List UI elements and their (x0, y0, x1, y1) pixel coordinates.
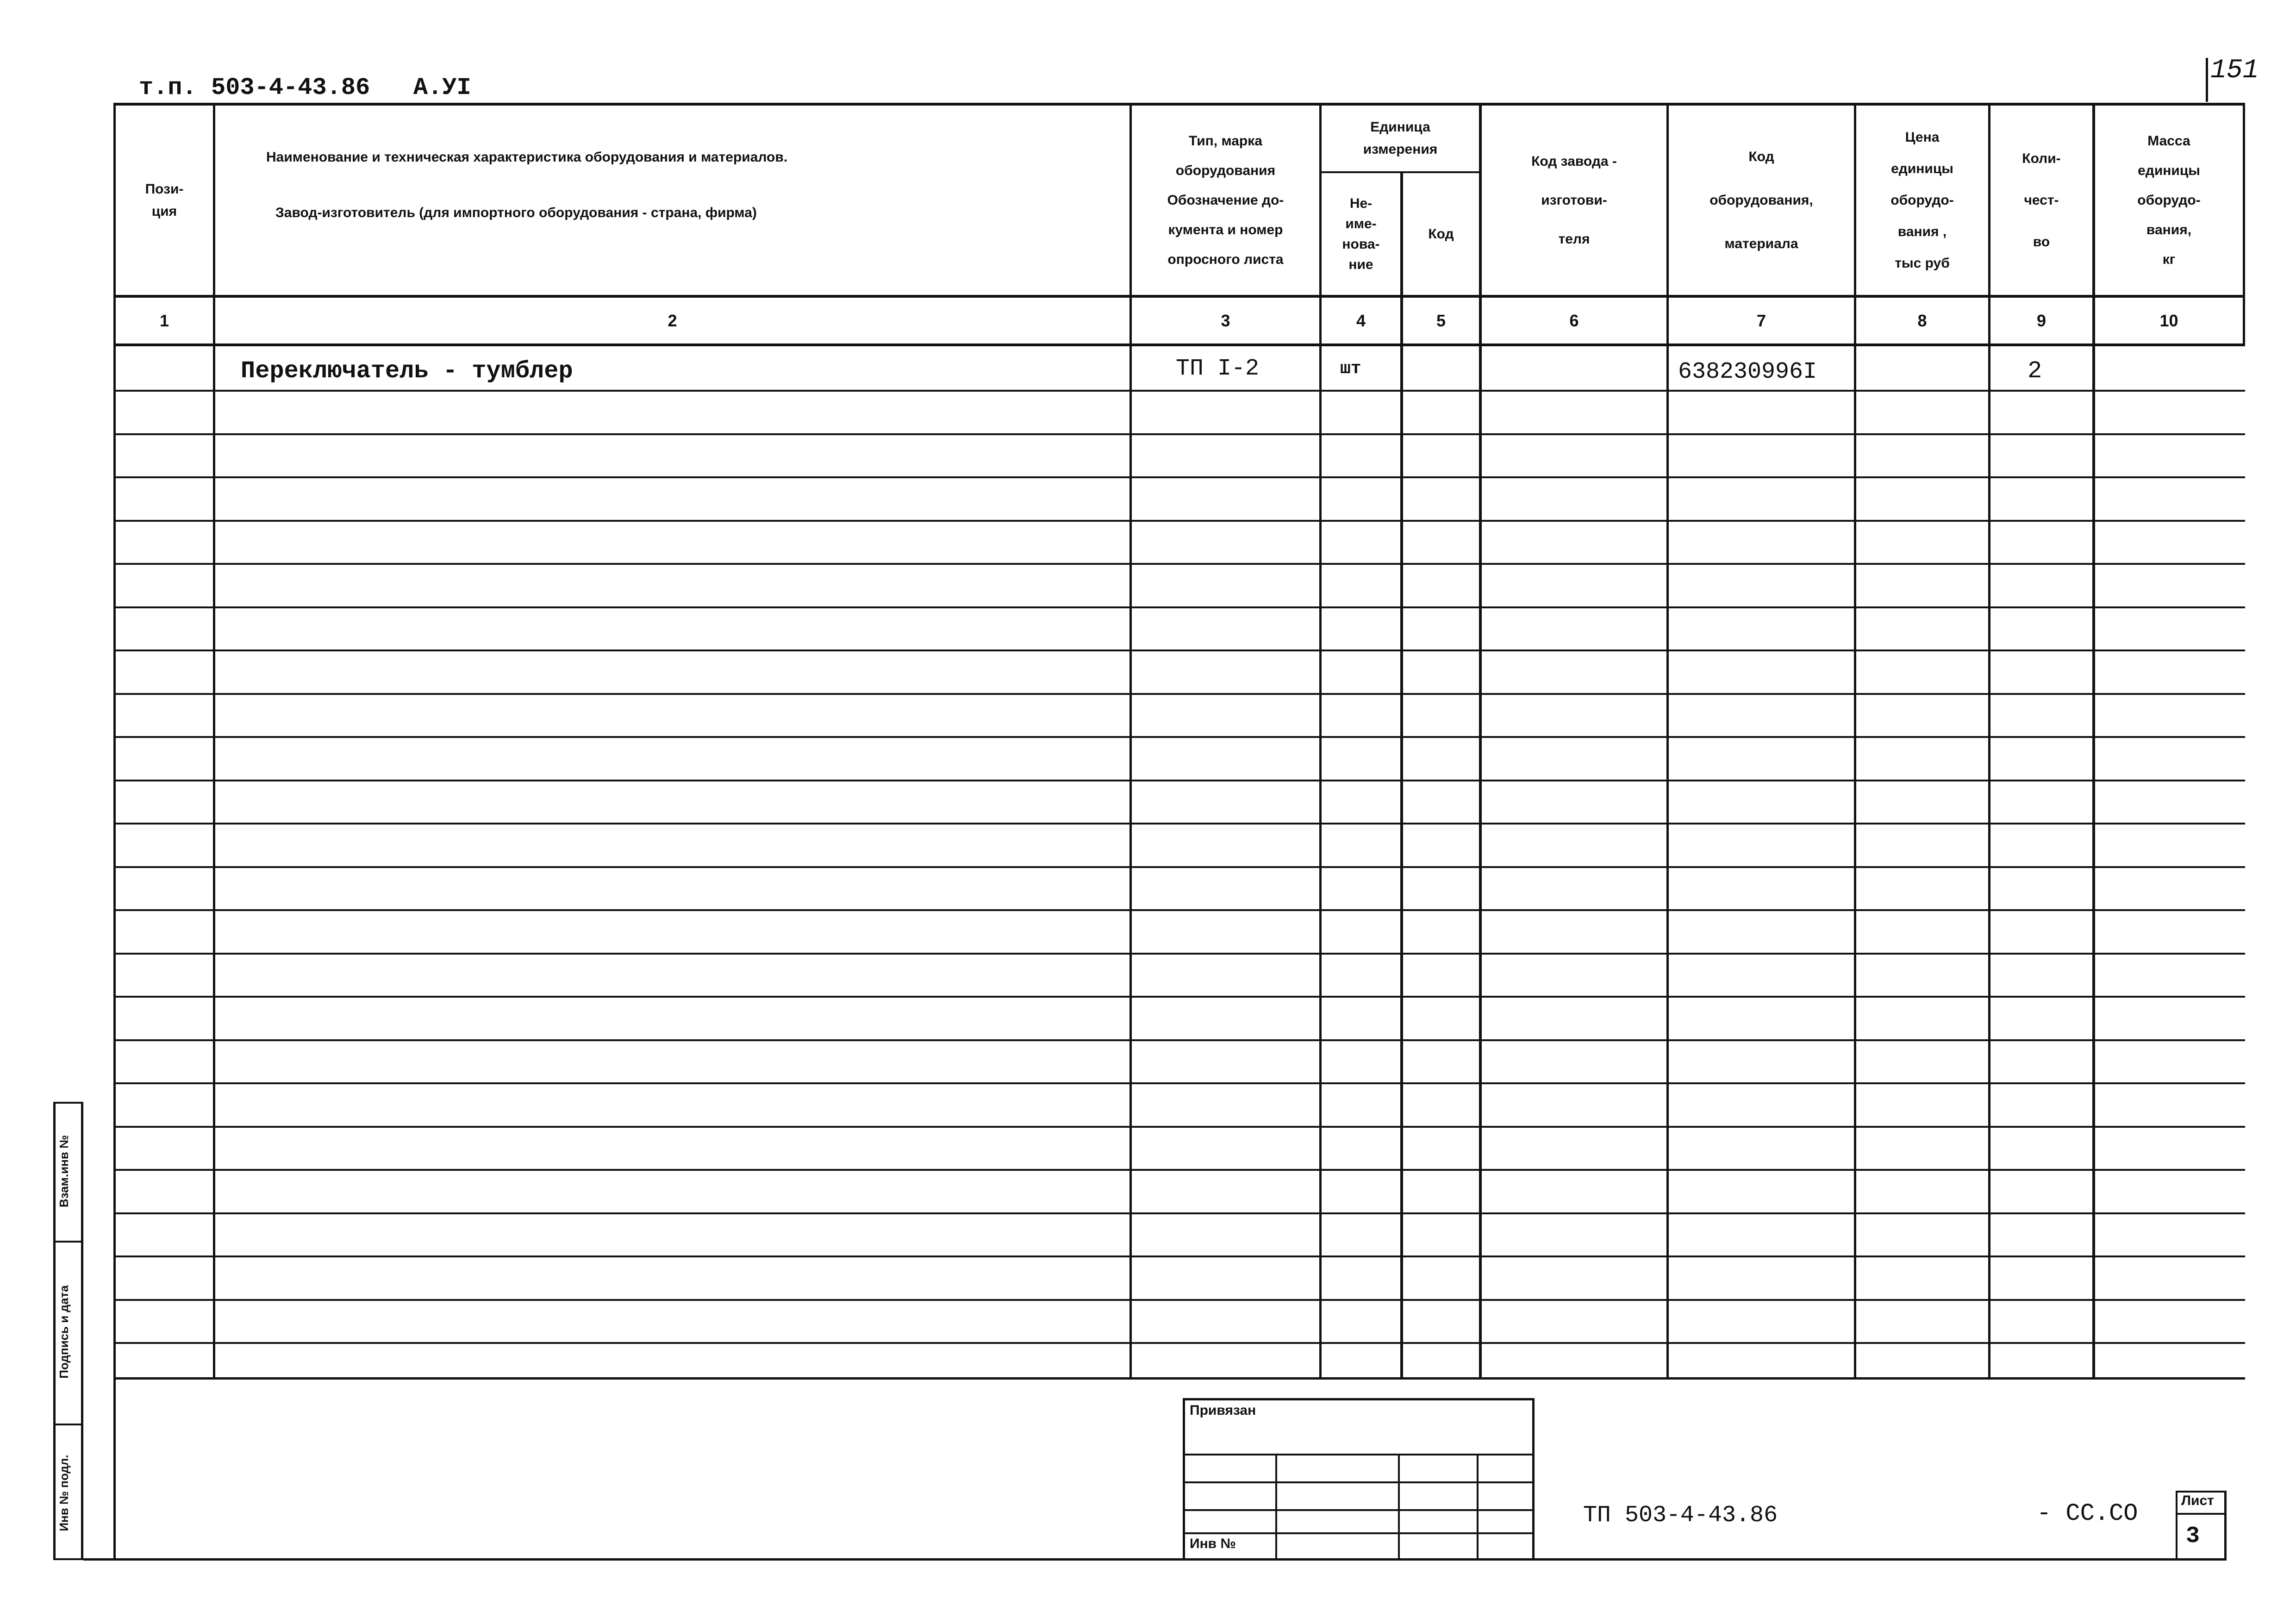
header-manufacturer: Завод-изготовитель (для импортного оборудования - страна, фирма) (275, 205, 757, 220)
document-suffix: - СС.СО (2037, 1500, 2138, 1527)
header-price: Цена единицы оборудо- вания , тыс руб (1890, 129, 1954, 271)
col-num-3: 3 (1221, 311, 1230, 330)
col-num-4: 4 (1356, 311, 1366, 330)
col-num-6: 6 (1569, 311, 1579, 330)
table-row-line (113, 780, 2245, 781)
header-unit-group: Единица измерения (1363, 119, 1438, 157)
table-row-line (113, 650, 2245, 651)
table-row-line (113, 1126, 2245, 1128)
table-row-line (113, 736, 2245, 738)
table-row-quantity: 2 (2028, 357, 2042, 385)
table-row-line (113, 563, 2245, 565)
table-row-name: Переключатель - тумблер (241, 357, 573, 385)
sheet-number: 3 (2186, 1523, 2200, 1549)
document-code: ТП 503-4-43.86 (1583, 1502, 1778, 1529)
side-stamp-inv-original: Инв № подл. (57, 1455, 71, 1531)
table-row-line (113, 866, 2245, 868)
document-code-top: т.п. 503-4-43.86 А.УI (139, 74, 471, 101)
table-row-line (113, 1039, 2245, 1041)
table-row-line (113, 1082, 2245, 1084)
col-num-8: 8 (1917, 311, 1927, 330)
table-row-line (113, 693, 2245, 695)
header-plant-code: Код завода - изготови- теля (1531, 153, 1617, 247)
table-row-line (113, 606, 2245, 608)
table-row-line (113, 1255, 2245, 1257)
table-row-line (113, 1342, 2245, 1344)
header-equipment-code: Код оборудования, материала (1710, 149, 1813, 251)
header-unit-code: Код (1428, 226, 1454, 242)
table-row-line (113, 823, 2245, 824)
side-stamp-inv-replacement: Взам.инв № (57, 1135, 71, 1208)
inv-number-label: Инв № (1190, 1536, 1236, 1551)
page-mark: 151 (2210, 56, 2259, 86)
table-row-type: ТП I-2 (1176, 356, 1260, 382)
table-row-line (113, 433, 2245, 435)
table-row-line (113, 1169, 2245, 1171)
table-row-line (113, 390, 2245, 392)
table-row-line (113, 909, 2245, 911)
header-position: Пози- ция (145, 181, 184, 219)
col-num-7: 7 (1756, 311, 1766, 330)
side-stamp-signature-date: Подпись и дата (57, 1285, 71, 1379)
sheet-label: Лист (2181, 1493, 2214, 1508)
col-num-10: 10 (2159, 311, 2178, 330)
col-num-9: 9 (2036, 311, 2046, 330)
table-row-line (113, 1212, 2245, 1214)
header-name: Наименование и техническая характеристика оборудования и материалов. (266, 150, 788, 165)
table-row-line (113, 520, 2245, 522)
table-row-equipment-code: 638230996I (1678, 359, 1817, 385)
table-row-line (113, 476, 2245, 478)
col-num-5: 5 (1436, 311, 1446, 330)
attached-label: Привязан (1190, 1403, 1256, 1418)
col-num-1: 1 (159, 311, 169, 330)
table-row-line (113, 1299, 2245, 1301)
header-quantity: Коли- чест- во (2022, 150, 2061, 250)
header-unit-name: Не- име- нова- ние (1342, 195, 1380, 272)
table-row-line (113, 953, 2245, 955)
header-mass: Масса единицы оборудо- вания, кг (2137, 133, 2201, 267)
col-num-2: 2 (668, 311, 677, 330)
table-row-unit: шт (1340, 359, 1361, 379)
table-row-line (113, 996, 2245, 998)
header-type: Тип, марка оборудования Обозначение до- кумента и номер опросного листа (1167, 133, 1284, 267)
